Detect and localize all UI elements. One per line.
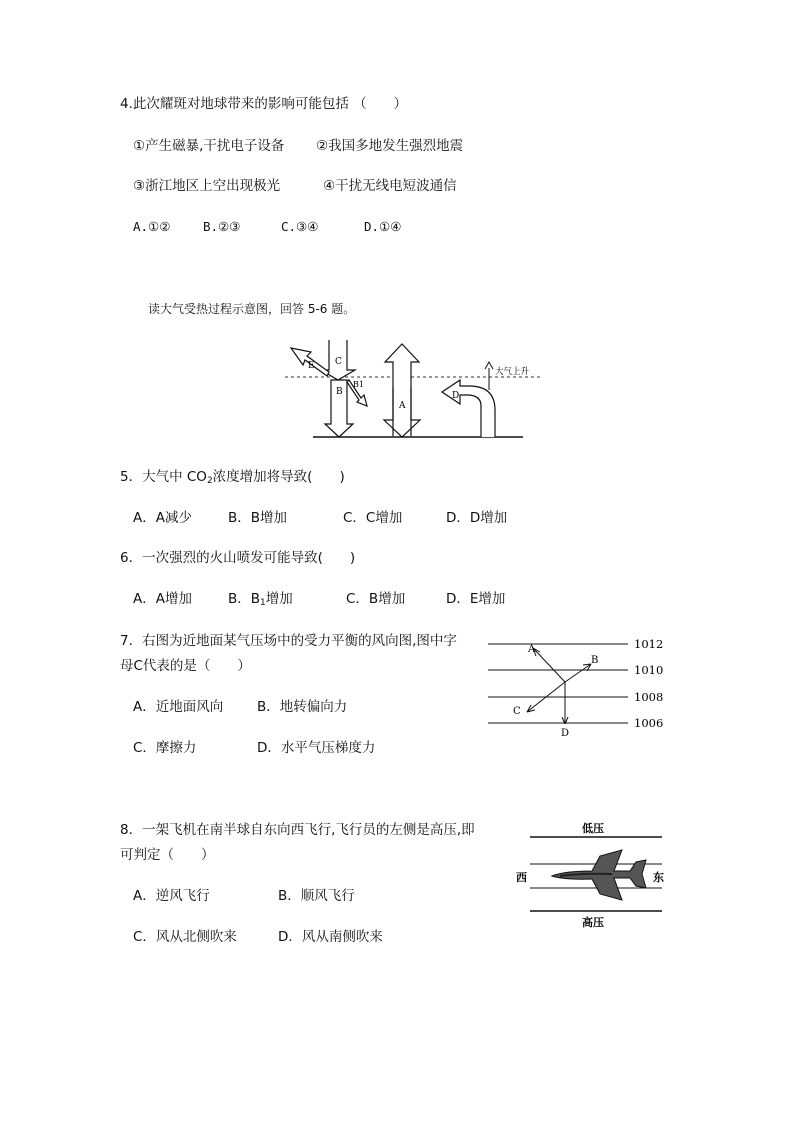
q4-option-b: B.②③ [203,219,241,234]
q6-option-c: C．B增加 [346,591,406,607]
q4-item-1: ①产生磁暴,干扰电子设备 [133,138,285,154]
label-b: B [336,387,343,397]
q7-stem-line1: 7．右图为近地面某气压场中的受力平衡的风向图,图中字 [120,633,457,649]
q6-option-a: A．A增加 [133,591,192,607]
q5-stem: 5．大气中 $CO_2$浓度增加将导致( ) [120,469,345,486]
q4-item-3: ③浙江地区上空出现极光 [133,178,281,194]
label-wind-c: C [513,706,521,717]
label-a: A [399,401,406,411]
airplane-icon [552,850,646,900]
q8-stem-line1: 8．一架飞机在南半球自东向西飞行,飞行员的左侧是高压,即 [120,822,475,838]
label-e: E [308,361,315,371]
q4-option-a: A.①② [133,219,171,234]
q7-option-c: C．摩擦力 [133,740,197,756]
isobar-1006: 1006 [634,716,664,730]
q4-item-4: ④干扰无线电短波通信 [323,178,457,194]
q8-option-c: C．风从北侧吹来 [133,929,237,945]
label-west: 西 [516,871,527,884]
label-c: C [335,357,342,367]
label-wind-d: D [561,728,570,739]
wind-force-diagram [485,632,675,742]
q8-option-d: D．风从南侧吹来 [278,929,383,945]
atmosphere-heating-diagram [285,340,545,444]
q7-option-d: D．水平气压梯度力 [257,740,376,756]
q5-option-c: C．C增加 [343,510,403,526]
q6-option-d: D．E增加 [446,591,506,607]
label-wind-a: A [528,644,536,655]
q7-option-b: B．地转偏向力 [257,699,348,715]
label-wind-b: B [591,655,599,666]
label-d: D [452,391,460,401]
q5-option-a: A．A减少 [133,510,192,526]
q4-stem: 4.此次耀斑对地球带来的影响可能包括 （ ） [120,96,408,112]
q7-stem-line2: 母C代表的是（ ） [120,658,251,674]
q6-option-b: B．$B_1$增加 [228,591,293,608]
q8-option-b: B．顺风飞行 [278,888,355,904]
q8-stem-line2: 可判定（ ） [120,847,215,863]
label-low-pressure: 低压 [582,822,604,835]
q5-option-d: D．D增加 [446,510,508,526]
isobar-1010: 1010 [634,663,664,677]
label-b1: B1 [353,380,364,389]
rising-note: 大气上升 [495,367,530,377]
q4-option-c: C.③④ [281,219,319,234]
intro-text: 读大气受热过程示意图，回答 5-6 题。 [148,302,356,316]
q4-option-d: D.①④ [364,219,402,234]
q7-option-a: A．近地面风向 [133,699,224,715]
isobar-1008: 1008 [634,690,664,704]
q5-option-b: B．B增加 [228,510,288,526]
q8-option-a: A．逆风飞行 [133,888,210,904]
label-east: 东 [653,871,664,884]
label-high-pressure: 高压 [582,916,604,929]
q6-stem: 6．一次强烈的火山喷发可能导致( ) [120,550,356,566]
isobar-1012: 1012 [634,637,664,651]
q4-item-2: ②我国多地发生强烈地震 [316,138,464,154]
airplane-diagram [512,818,670,933]
